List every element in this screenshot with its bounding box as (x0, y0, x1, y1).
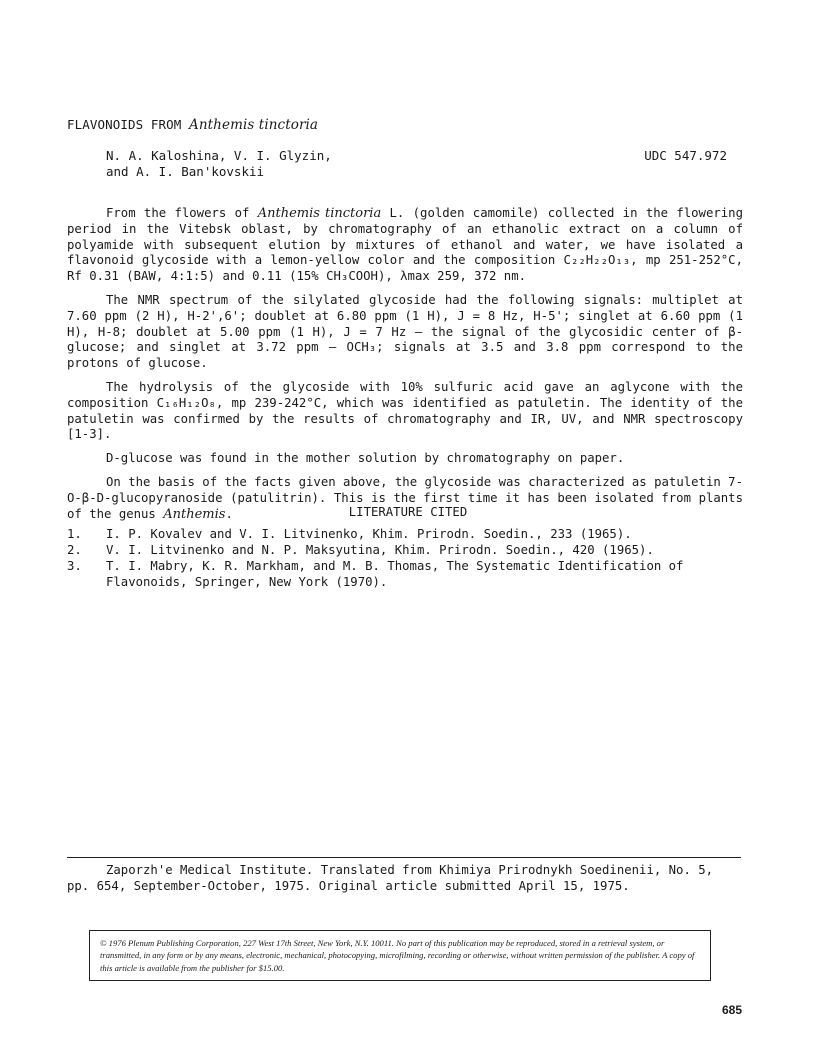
authors-line-1: N. A. Kaloshina, V. I. Glyzin, (106, 148, 332, 163)
reference-item (67, 558, 743, 590)
reference-item (67, 542, 743, 558)
article-body (67, 206, 743, 530)
article-title (67, 117, 318, 133)
footnote-line-2: pp. 654, September-October, 1975. Original article submitted April 15, 1975. (67, 879, 630, 893)
author-list (106, 148, 332, 180)
reference-text: I. P. Kovalev and V. I. Litvinenko, Khim. Prirodn. Soedin., 233 (1965). (106, 527, 632, 541)
copyright-notice: © 1976 Plenum Publishing Corporation, 227 West 17th Street, New York, N.Y. 10011. No part of this publication may be reproduced, stored in a retrieval system, or transmitted, in any form or by any means, electronic, mechanical, photocopying, microfilming, recording or otherwise, without written permission of the publisher. A copy of this article is available from the publisher for $15.00. (89, 930, 711, 981)
paragraph-2: The NMR spectrum of the silylated glycoside had the following signals: multiplet at 7.60 ppm (2 H), H-2',6'; doublet at 6.80 ppm (1 H), J = 8 Hz, H-5'; singlet at 6.60 ppm (1 H), H-8; doublet at 5.00 ppm (1 H), J = 7 Hz — the signal of the glycosidic center of β-glucose; and singlet at 3.72 ppm — OCH₃; signals at 3.5 and 3.8 ppm correspond to the protons of glucose. (67, 292, 743, 371)
title-genus: Anthemis tinctoria (189, 117, 319, 133)
paragraph-1-text-a: From the flowers of (106, 206, 258, 220)
page-number: 685 (721, 1003, 742, 1017)
footnote-line-1: Zaporzh'e Medical Institute. Translated from Khimiya Prirodnykh Soedinenii, No. 5, (106, 863, 714, 877)
reference-text: T. I. Mabry, K. R. Markham, and M. B. Thomas, The Systematic Identification of Flavonoids, Springer, New York (1970). (106, 559, 684, 589)
reference-list (67, 526, 743, 590)
udc-code: UDC 547.972 (644, 148, 727, 163)
reference-number: 2. (67, 543, 82, 557)
genus-name: Anthemis (163, 506, 226, 522)
reference-number: 3. (67, 559, 82, 573)
paragraph-5-text-a: On the basis of the facts given above, the glycoside was characterized as patuletin 7-O-β-D-glucopyranoside (patulitrin). This is the first time it has been isolated from plants of the genus (67, 474, 743, 521)
title-prefix: FLAVONOIDS FROM (67, 117, 190, 132)
paragraph-4: D-glucose was found in the mother solution by chromatography on paper. (106, 451, 625, 466)
footnote-divider (67, 857, 741, 858)
species-name: Anthemis tinctoria (257, 206, 382, 221)
paragraph-3: The hydrolysis of the glycoside with 10% sulfuric acid gave an aglycone with the composition C₁₆H₁₂O₈, mp 239-242°C, which was identified as patuletin. The identity of the patuletin was confirmed by the results of chromatography and IR, UV, and NMR spectroscopy [1-3]. (67, 379, 743, 442)
paragraph-5-text-c: . (225, 506, 233, 521)
paragraph-1 (67, 206, 743, 285)
literature-heading: LITERATURE CITED (348, 505, 468, 519)
reference-number: 1. (67, 527, 82, 541)
footnote (67, 862, 743, 894)
reference-item (67, 526, 743, 542)
authors-line-2: and A. I. Ban'kovskii (106, 164, 265, 179)
reference-text: V. I. Litvinenko and N. P. Maksyutina, Khim. Prirodn. Soedin., 420 (1965). (106, 543, 654, 557)
paragraph-1-text-c: L. (golden camomile) collected in the flowering period in the Vitebsk oblast, by chromatography of an ethanolic extract on a column of polyamide with subsequent elution by mixtures of ethanol and water, we have isolated a flavonoid glycoside with a lemon-yellow color and the composition C₂₂H₂₂O₁₃, mp 251-252°C, Rf 0.31 (BAW, 4:1:5) and 0.11 (15% CH₃COOH), λmax 259, 372 nm. (67, 206, 743, 284)
